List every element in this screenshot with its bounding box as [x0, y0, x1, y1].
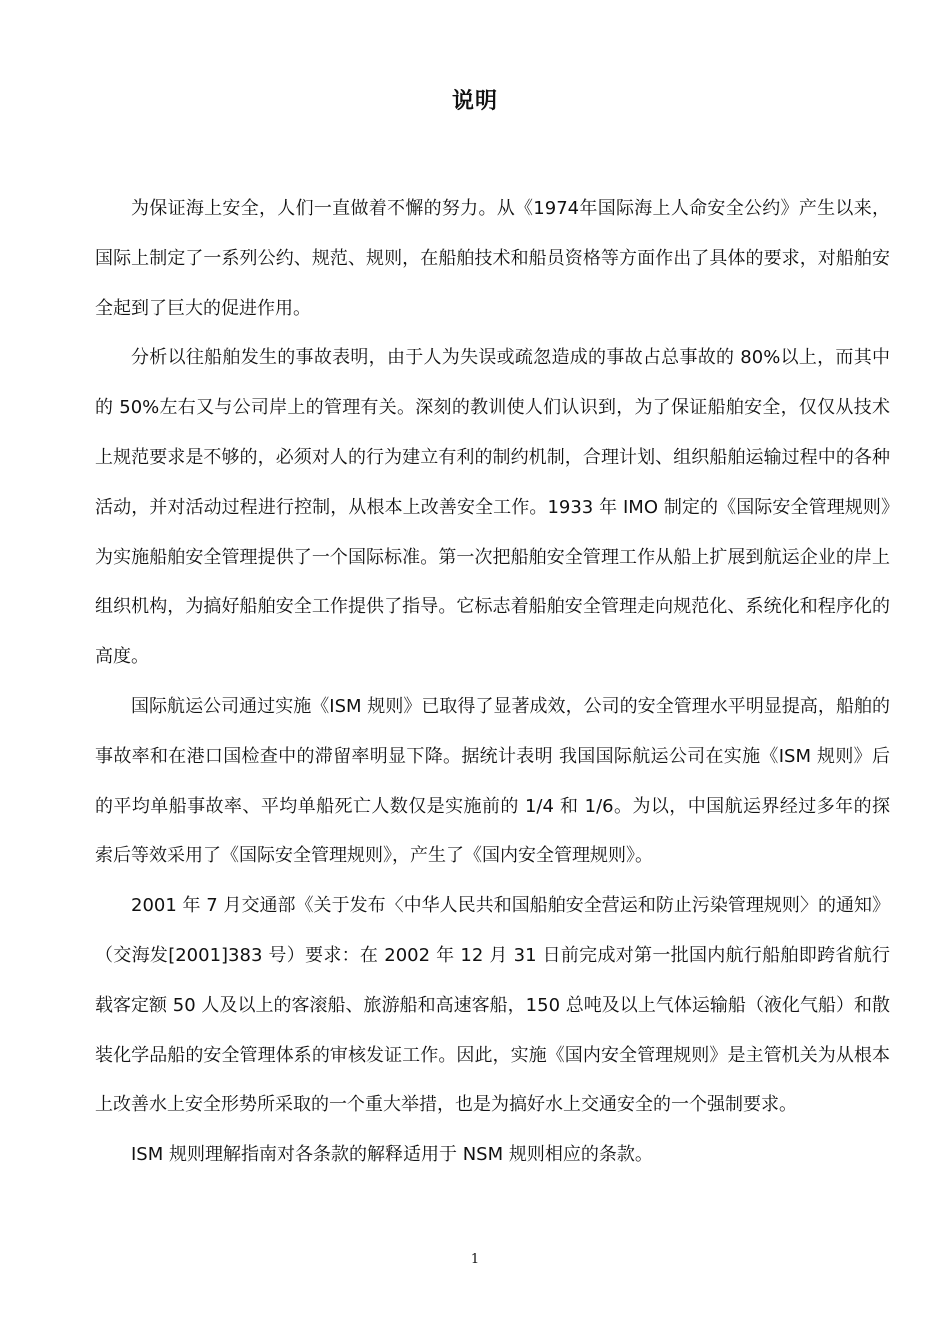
- paragraph-ministry-notice: 2001 年 7 月交通部《关于发布〈中华人民共和国船舶安全营运和防止污染管理规则〉的通知》（交海发[2001]383 号）要求：在 2002 年 12 月 31 日前完成对第一批国内航行船舶即跨省航行载客定额 50 人及以上的客滚船、旅游船和高速客船，150 总吨及以上气体运输船（液化气船）和散装化学品船的安全管理体系的审核发证工作。因此，实施《国内安全管理规则》是主管机关为从根本上改善水上安全形势所采取的一个重大举措，也是为搞好水上交通安全的一个强制要求。: [95, 895, 890, 1116]
- page-title: 说明: [451, 89, 498, 114]
- paragraph-accident-analysis: 分析以往船舶发生的事故表明，由于人为失误或疏忽造成的事故占总事故的 80%以上，而其中的 50%左右又与公司岸上的管理有关。深刻的教训使人们认识到，为了保证船舶安全，仅仅从技术上规范要求是不够的，必须对人的行为建立有利的制约机制，合理计划、组织船舶运输过程中的各种活动，并对活动过程进行控制，从根本上改善安全工作。1933 年 IMO 制定的《国际安全管理规则》为实施船舶安全管理提供了一个国际标准。第一次把船舶安全管理工作从船上扩展到航运企业的岸上组织机构，为搞好船舶安全工作提供了指导。它标志着船舶安全管理走向规范化、系统化和程序化的高度。: [95, 347, 890, 668]
- document-body: [95, 184, 890, 1180]
- paragraph-guide-scope: ISM 规则理解指南对各条款的解释适用于 NSM 规则相应的条款。: [131, 1144, 653, 1166]
- paragraph-ism-results: 国际航运公司通过实施《ISM 规则》已取得了显著成效，公司的安全管理水平明显提高，船舶的事故率和在港口国检查中的滞留率明显下降。据统计表明 我国国际航运公司在实施《ISM 规则》后的平均单船事故率、平均单船死亡人数仅是实施前的 1/4 和 1/6。为以，中国航运界经过多年的探索后等效采用了《国际安全管理规则》，产生了《国内安全管理规则》。: [95, 695, 890, 867]
- page-number: 1: [470, 1252, 480, 1267]
- paragraph-intro: 为保证海上安全，人们一直做着不懈的努力。从《1974年国际海上人命安全公约》产生以来，国际上制定了一系列公约、规范、规则，在船舶技术和船员资格等方面作出了具体的要求，对船舶安全起到了巨大的促进作用。: [95, 198, 890, 319]
